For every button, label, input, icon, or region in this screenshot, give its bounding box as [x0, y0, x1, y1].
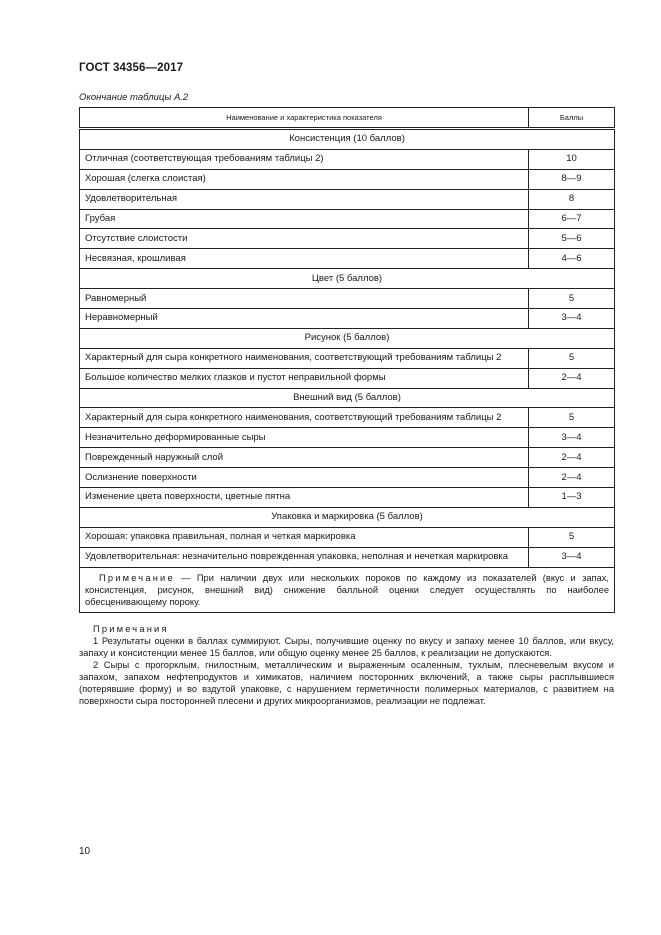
- row-score: 5: [529, 527, 615, 547]
- table-row: [80, 289, 615, 309]
- row-score: 1—3: [529, 488, 615, 508]
- table-note: [80, 567, 615, 612]
- table-note-label: Примечание: [99, 572, 175, 583]
- table-row: [80, 209, 615, 229]
- document-code: ГОСТ 34356—2017: [79, 62, 184, 74]
- row-score: 5: [529, 348, 615, 368]
- row-name: Характерный для сыра конкретного наименования, соответствующий требованиям таблицы 2: [80, 408, 529, 428]
- row-score: 5: [529, 289, 615, 309]
- section-title: Цвет (5 баллов): [80, 269, 615, 289]
- row-score: 8—9: [529, 169, 615, 189]
- notes-block: [79, 623, 614, 707]
- row-name: Неравномерный: [80, 309, 529, 329]
- table-row: [80, 527, 615, 547]
- table-row: [80, 309, 615, 329]
- row-name: Несвязная, крошливая: [80, 249, 529, 269]
- table-row: [80, 348, 615, 368]
- table-row: [80, 189, 615, 209]
- section-row: [80, 129, 615, 150]
- table-row: [80, 448, 615, 468]
- row-score: 3—4: [529, 309, 615, 329]
- page-number: 10: [79, 846, 91, 857]
- table-note-text: — При наличии двух или нескольких пороков по каждому из показателей (вкус и запах, консистенция, рисунок, внешний вид) снижение балльной оценки следует осуществлять по наиболее обесценивающему пороку.: [85, 572, 609, 607]
- table-row: [80, 368, 615, 388]
- row-score: 5—6: [529, 229, 615, 249]
- section-row: [80, 328, 615, 348]
- note-row: [80, 567, 615, 612]
- row-name: Удовлетворительная: незначительно поврежденная упаковка, неполная и нечеткая маркировка: [80, 547, 529, 567]
- table-header-row: [80, 108, 615, 129]
- table-caption: Окончание таблицы А.2: [79, 92, 189, 103]
- note-item: 2 Сыры с прогорклым, гнилостным, металлическим и выраженным осаленным, тухлым, плесневелым вкусом и запахом, запахом нефтепродуктов и химикатов, наличием посторонних включений, а также сыры расплывшиеся (потерявшие форму) и во вздутой упаковке, с нарушением герметичности полимерных материалов, с развитием на поверхности сыра посторонней плесени и других микроорганизмов, реализации не подлежат.: [79, 660, 614, 706]
- column-header-name: Наименование и характеристика показателя: [80, 108, 529, 129]
- row-name: Характерный для сыра конкретного наименования, соответствующий требованиям таблицы 2: [80, 348, 529, 368]
- table-row: [80, 428, 615, 448]
- row-score: 5: [529, 408, 615, 428]
- row-score: 2—4: [529, 448, 615, 468]
- table-row: [80, 408, 615, 428]
- row-name: Равномерный: [80, 289, 529, 309]
- table-row: [80, 149, 615, 169]
- row-name: Ослизнение поверхности: [80, 468, 529, 488]
- row-name: Хорошая (слегка слоистая): [80, 169, 529, 189]
- table-row: [80, 547, 615, 567]
- table-row: [80, 249, 615, 269]
- grading-table: [79, 107, 615, 613]
- row-name: Отличная (соответствующая требованиям таблицы 2): [80, 149, 529, 169]
- row-score: 8: [529, 189, 615, 209]
- row-score: 4—6: [529, 249, 615, 269]
- row-name: Хорошая: упаковка правильная, полная и четкая маркировка: [80, 527, 529, 547]
- section-title: Рисунок (5 баллов): [80, 328, 615, 348]
- row-score: 10: [529, 149, 615, 169]
- section-row: [80, 507, 615, 527]
- section-row: [80, 388, 615, 408]
- notes-title: Примечания: [93, 624, 169, 634]
- section-title: Консистенция (10 баллов): [80, 129, 615, 150]
- row-name: Удовлетворительная: [80, 189, 529, 209]
- row-name: Большое количество мелких глазков и пустот неправильной формы: [80, 368, 529, 388]
- table-row: [80, 488, 615, 508]
- row-name: Изменение цвета поверхности, цветные пятна: [80, 488, 529, 508]
- row-score: 2—4: [529, 368, 615, 388]
- row-name: Поврежденный наружный слой: [80, 448, 529, 468]
- table-row: [80, 229, 615, 249]
- section-title: Внешний вид (5 баллов): [80, 388, 615, 408]
- table-row: [80, 169, 615, 189]
- row-name: Незначительно деформированные сыры: [80, 428, 529, 448]
- row-score: 6—7: [529, 209, 615, 229]
- row-score: 2—4: [529, 468, 615, 488]
- row-name: Грубая: [80, 209, 529, 229]
- row-score: 3—4: [529, 428, 615, 448]
- section-title: Упаковка и маркировка (5 баллов): [80, 507, 615, 527]
- row-score: 3—4: [529, 547, 615, 567]
- section-row: [80, 269, 615, 289]
- table-row: [80, 468, 615, 488]
- row-name: Отсутствие слоистости: [80, 229, 529, 249]
- note-item: 1 Результаты оценки в баллах суммируют. Сыры, получившие оценку по вкусу и запаху менее 10 баллов, или вкусу, запаху и консистенции менее 15 баллов, или общую оценку менее 25 баллов, к реализации не допускаются.: [79, 636, 614, 658]
- column-header-score: Баллы: [529, 108, 615, 129]
